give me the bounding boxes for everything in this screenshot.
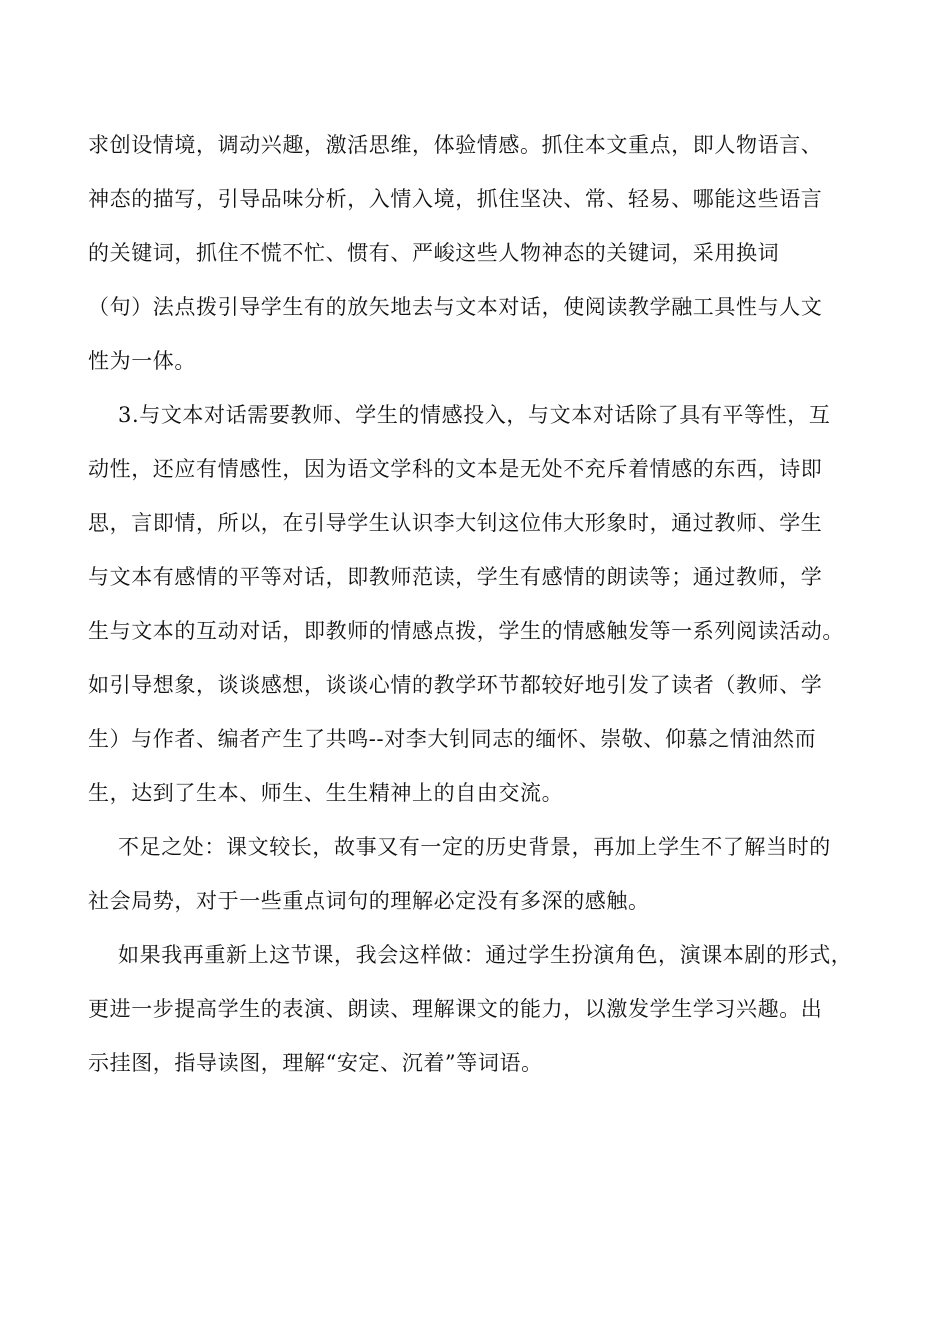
text-line: 生，达到了生本、师生、生生精神上的自由交流。 (88, 781, 564, 805)
text-line: 示挂图，指导读图，理解“安定、沉着”等词语。 (88, 1051, 543, 1075)
text-line: 不足之处：课文较长，故事又有一定的历史背景，再加上学生不了解当时的 (118, 835, 831, 859)
text-line: 的关键词，抓住不慌不忙、惯有、严峻这些人物神态的关键词，采用换词 (88, 241, 780, 265)
text-line: 更进一步提高学生的表演、朗读、理解课文的能力，以激发学生学习兴趣。出 (88, 997, 823, 1021)
text-line: （句）法点拨引导学生有的放矢地去与文本对话，使阅读教学融工具性与人文 (88, 295, 823, 319)
text-line: 求创设情境，调动兴趣，激活思维，体验情感。抓住本文重点，即人物语言、 (88, 133, 823, 157)
text-line: 3.与文本对话需要教师、学生的情感投入，与文本对话除了具有平等性，互 (118, 403, 831, 427)
text-line: 生与文本的互动对话，即教师的情感点拨，学生的情感触发等一系列阅读活动。 (88, 619, 844, 643)
text-line: 如果我再重新上这节课，我会这样做：通过学生扮演角色，演课本剧的形式， (118, 943, 853, 967)
text-line: 生）与作者、编者产生了共鸣--对李大钊同志的缅怀、崇敬、仰慕之情油然而 (88, 727, 817, 751)
text-line: 性为一体。 (88, 349, 196, 373)
text-line: 与文本有感情的平等对话，即教师范读，学生有感情的朗读等；通过教师，学 (88, 565, 823, 589)
text-line: 思，言即情，所以，在引导学生认识李大钊这位伟大形象时，通过教师、学生 (88, 511, 823, 535)
text-line: 动性，还应有情感性，因为语文学科的文本是无处不充斥着情感的东西，诗即 (88, 457, 823, 481)
document-body (88, 118, 868, 1090)
text-line: 神态的描写，引导品味分析，入情入境，抓住坚决、常、轻易、哪能这些语言 (88, 187, 823, 211)
text-line: 社会局势，对于一些重点词句的理解必定没有多深的感触。 (88, 889, 650, 913)
text-line: 如引导想象，谈谈感想，谈谈心情的教学环节都较好地引发了读者（教师、学 (88, 673, 823, 697)
